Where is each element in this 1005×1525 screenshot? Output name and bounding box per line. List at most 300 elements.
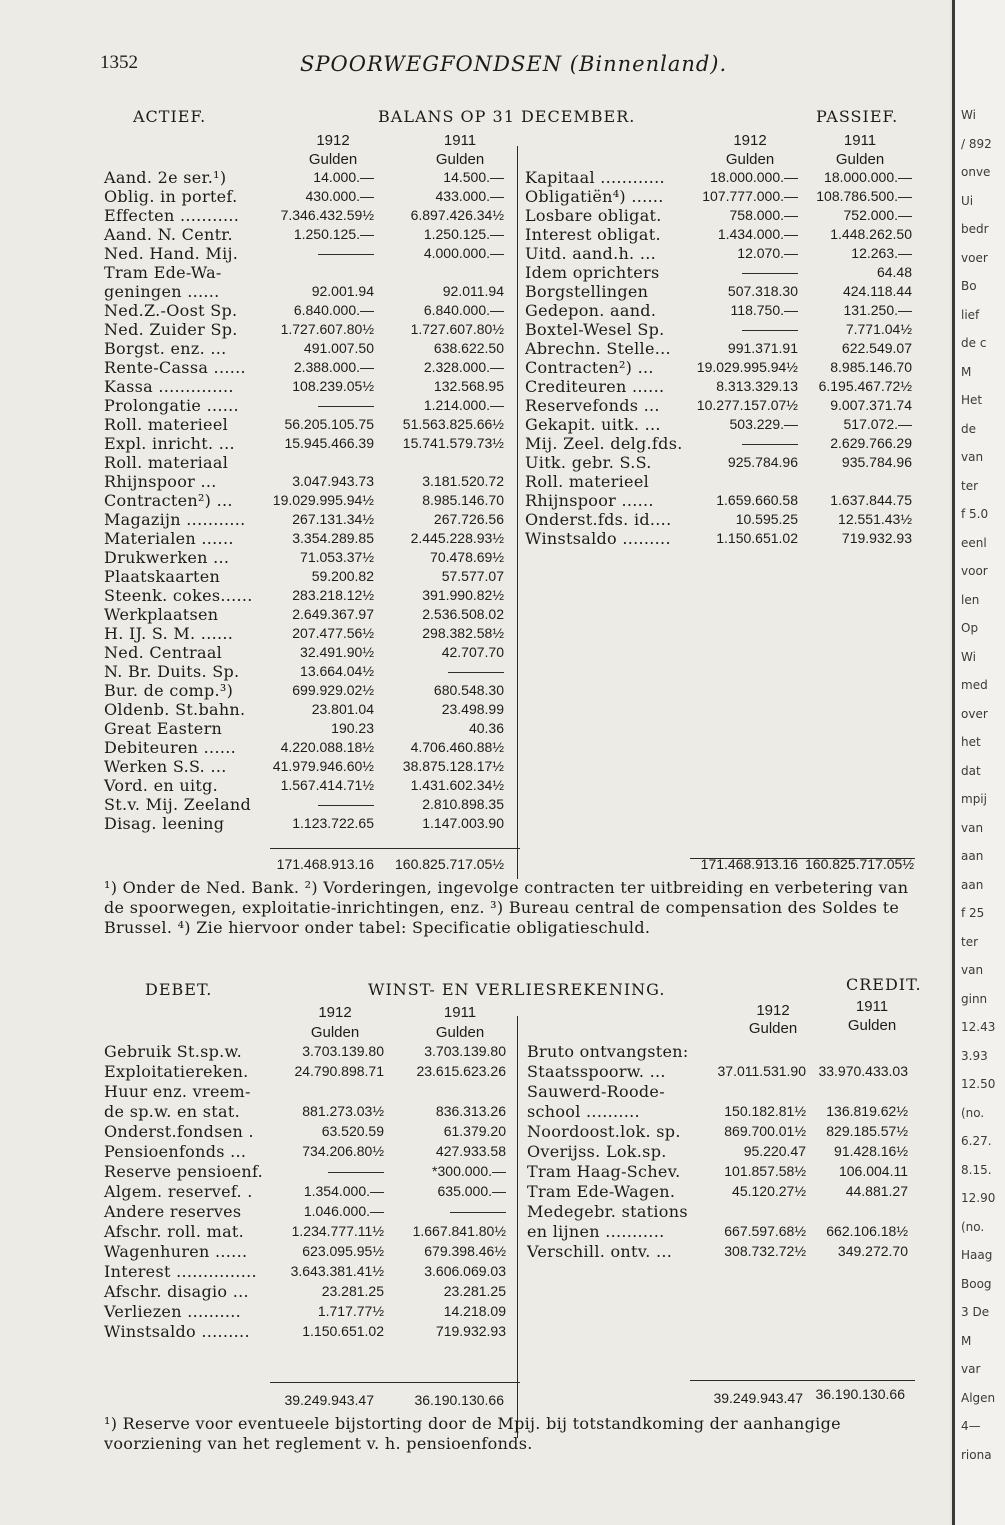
assets-row-label: Ned. Hand. Mij. [104,244,239,263]
liabilities-row-label: Abrechn. Stelle... [525,339,671,358]
assets-row-value-1912: 2.649.367.97 [292,606,374,622]
liabilities-row-value-1911: 6.195.467.72½ [818,378,912,394]
assets-row-value-1911: 2.536.508.02 [422,606,504,622]
debit-row-value-1912: 23.281.25 [321,1283,384,1299]
next-page-fragment: ter [961,478,979,493]
assets-row-value-1911: 1.727.607.80½ [410,321,504,337]
next-page-fragment: bedr [961,222,989,236]
credit-row-label: Tram Ede-Wagen. [527,1182,676,1201]
credit-total-1912: 39.249.943.47 [713,1390,803,1406]
unit-1911-left: Gulden [435,151,485,168]
year-1911-left: 1911 [443,132,477,149]
liabilities-row-value-1911: 517.072.— [843,416,912,432]
liabilities-row-value-1912: 10.595.25 [735,511,798,527]
credit-row-value-1911: 33.970.433.03 [818,1063,908,1079]
next-page-fragment: Het [961,393,983,407]
assets-row-label: Effecten ........... [104,206,240,225]
assets-row-label: Contracten²) ... [104,491,233,510]
assets-row-value-1912: 13.664.04½ [300,663,374,679]
assets-row-value-1911: 92.011.94 [442,283,504,299]
next-page-fragment: de [961,421,976,436]
assets-row-value-1912: 14.000.— [313,169,374,185]
pl-total-rule-left [270,1382,520,1383]
assets-row-value-1912: 32.491.90½ [300,644,374,660]
assets-row-label: Debiteuren ...... [104,738,236,757]
credit-row-label: school .......... [527,1102,640,1121]
assets-row-label: Drukwerken ... [104,548,230,567]
debit-row-value-1911: 836.313.26 [435,1103,506,1119]
debit-row-label: Afschr. roll. mat. [104,1222,245,1241]
debit-row-value-1912: 1.354.000.— [303,1183,384,1199]
assets-row-value-1912: 3.047.943.73 [292,473,374,489]
credit-row-label: Tram Haag-Schev. [527,1162,681,1181]
debit-row-value-1911: 61.379.20 [443,1123,506,1139]
liabilities-row-value-1911: 752.000.— [843,207,912,223]
credit-row-value-1911: 44.881.27 [845,1183,908,1199]
next-page-fragment: Boog [961,1276,992,1291]
year-1912-left: 1912 [316,132,350,149]
pl-unit-1912-left: Gulden [310,1024,360,1041]
next-page-fragment: M [961,1333,972,1348]
next-page-fragment: 12.43 [961,1020,996,1034]
liabilities-row-label: Contracten²) ... [525,358,654,377]
next-page-fragment: 8.15. [961,1162,992,1177]
debit-total-1911: 36.190.130.66 [414,1392,504,1408]
assets-row-value-1911: 38.875.128.17½ [402,758,504,774]
assets-row-label: Oblig. in portef. [104,187,238,206]
assets-row-value-1911: 298.382.58½ [422,625,504,641]
debit-row-value-1911: 14.218.09 [443,1303,506,1319]
assets-row-value-1912: 108.239.05½ [292,378,374,394]
unit-1912-left: Gulden [308,151,358,168]
next-page-fragment: 4— [961,1419,981,1433]
liabilities-row-label: Gedepon. aand. [525,301,657,320]
balance-divider [517,146,518,879]
assets-row-value-1911: 15.741.579.73½ [402,435,504,451]
liabilities-row-label: Mij. Zeel. delg.fds. [525,434,683,453]
credit-row-label: Sauwerd-Roode- [527,1082,665,1101]
liabilities-row-value-1911: 8.985.146.70 [830,359,912,375]
assets-total-1911: 160.825.717.05½ [395,856,504,872]
liabilities-row-value-1912: 8.313.329.13 [716,378,798,394]
assets-row-label: Werken S.S. ... [104,757,227,776]
debit-row-value-1912: 1.234.777.11½ [291,1223,384,1239]
debit-row-label: de sp.w. en stat. [104,1102,240,1121]
liabilities-row-value-1911: 2.629.766.29 [830,435,912,451]
liabilities-row-value-1912: 758.000.— [729,207,798,223]
unit-1911-right: Gulden [835,151,885,168]
debit-row-value-1912: 24.790.898.71 [294,1063,384,1079]
debit-row-value-1911: 635.000.— [437,1183,506,1199]
assets-row-label: Aand. 2e ser.¹) [104,168,227,187]
next-page-fragment: var [961,1362,981,1376]
assets-row-label: Disag. leening [104,814,225,833]
credit-row-value-1911: 136.819.62½ [826,1103,908,1119]
assets-row-value-1911: 132.568.95 [433,378,504,394]
debit-total-1912: 39.249.943.47 [284,1392,374,1408]
assets-row-value-1911: 433.000.— [435,188,504,204]
assets-row-label: Roll. materiaal [104,453,229,472]
page-number: 1352 [100,52,138,73]
liabilities-total-1911: 160.825.717.05½ [805,856,914,872]
debit-row-value-1912: 3.703.139.80 [302,1043,384,1059]
assets-row-value-1912: 699.929.02½ [292,682,374,698]
next-page-fragment: onve [961,165,991,179]
next-page-fragment: dat [961,763,981,778]
liabilities-row-value-1911: 12.551.43½ [838,511,912,527]
pl-unit-1911-right: Gulden [847,1017,897,1034]
assets-row-label: Kassa .............. [104,377,234,396]
assets-row-value-1912: 23.801.04 [311,701,374,717]
next-page-fragment: lief [961,307,980,322]
assets-row-value-1911: 1.250.125.— [423,226,504,242]
debit-row-label: Wagenhuren ...... [104,1242,248,1261]
pl-total-rule-right [690,1380,915,1381]
credit-row-value-1912: 150.182.81½ [724,1103,806,1119]
next-page-fragment: Wi [961,108,976,122]
assets-row-label: Rente-Cassa ...... [104,358,246,377]
next-page-fragment: med [961,678,988,692]
assets-row-value-1911: 8.985.146.70 [422,492,504,508]
debit-row-value-1912: 63.520.59 [321,1123,384,1139]
balance-footnote: ¹) Onder de Ned. Bank. ²) Vorderingen, ingevolge contracten ter uitbreiding en verbetering van de spoorwegen, exploitatie-inrichtingen, enz. ³) Bureau central de compensation des Soldes te Brussel. ⁴) Zie hiervoor onder tabel: Specificatie obligatieschuld. [104,878,909,937]
assets-row-value-1911: 391.990.82½ [422,587,504,603]
assets-row-label: Magazijn ........... [104,510,246,529]
assets-row-value-1912: 1.567.414.71½ [280,777,374,793]
pl-year-1911-right: 1911 [855,998,889,1015]
liabilities-row-value-1912: 107.777.000.— [702,188,798,204]
liabilities-row-value-1912: ———— [742,435,798,451]
next-page-fragment: 6.27. [961,1134,992,1148]
assets-row-label: Prolongatie ...... [104,396,239,415]
credit-row-label: Overijss. Lok.sp. [527,1142,667,1161]
pl-year-1911-left: 1911 [443,1004,477,1021]
next-page-fragment: riona [961,1447,992,1462]
liabilities-row-value-1912: 19.029.995.94½ [696,359,798,375]
liabilities-row-label: Boxtel-Wesel Sp. [525,320,665,339]
next-page-fragment: Ui [961,193,974,208]
liabilities-row-value-1912: 503.229.— [729,416,798,432]
credit-row-value-1912: 308.732.72½ [724,1243,806,1259]
debit-row-label: Afschr. disagio ... [104,1282,249,1301]
credit-row-label: Staatsspoorw. ... [527,1062,666,1081]
credit-row-value-1912: 101.857.58½ [724,1163,806,1179]
assets-row-value-1912: 7.346.432.59½ [280,207,374,223]
next-page-fragment: aan [961,877,984,892]
debit-row-value-1912: 734.206.80½ [302,1143,384,1159]
debit-row-label: Verliezen .......... [104,1302,242,1321]
debit-row-value-1912: ———— [328,1163,384,1179]
liabilities-row-value-1912: 991.371.91 [727,340,798,356]
pl-divider [517,1016,518,1438]
assets-row-value-1912: 430.000.— [305,188,374,204]
liabilities-row-value-1912: 1.434.000.— [717,226,798,242]
debit-row-label: Exploitatiereken. [104,1062,249,1081]
assets-row-label: Roll. materieel [104,415,229,434]
assets-row-value-1911: 2.328.000.— [423,359,504,375]
assets-row-label: Aand. N. Centr. [104,225,233,244]
assets-row-label: Plaatskaarten [104,567,221,586]
liabilities-row-label: Uitd. aand.h. ... [525,244,656,263]
debit-row-value-1912: 3.643.381.41½ [290,1263,384,1279]
liabilities-row-value-1911: 12.263.— [851,245,912,261]
liabilities-row-label: Idem oprichters [525,263,660,282]
assets-row-label: Oldenb. St.bahn. [104,700,246,719]
assets-row-value-1911: 51.563.825.66½ [402,416,504,432]
next-page-fragment: van [961,820,984,835]
assets-total-1912: 171.468.913.16 [276,856,374,872]
pl-year-1912-left: 1912 [318,1004,352,1021]
debit-row-value-1911: ———— [450,1203,506,1219]
credit-total-1911: 36.190.130.66 [815,1386,905,1402]
assets-row-value-1911: 1.147.003.90 [422,815,504,831]
assets-row-value-1912: 491.007.50 [303,340,374,356]
assets-row-value-1912: ———— [318,397,374,413]
assets-row-value-1911: 23.498.99 [441,701,504,717]
liabilities-row-label: Uitk. gebr. S.S. [525,453,652,472]
assets-row-value-1911: 638.622.50 [433,340,504,356]
debit-row-label: Huur enz. vreem- [104,1082,251,1101]
liabilities-row-value-1911: 1.448.262.50 [830,226,912,242]
debit-row-value-1912: 623.095.95½ [302,1243,384,1259]
next-page-fragment: Wi [961,649,976,664]
debit-row-value-1911: 23.615.623.26 [416,1063,506,1079]
liabilities-row-value-1911: 719.932.93 [841,530,912,546]
credit-row-value-1911: 91.428.16½ [834,1143,908,1159]
liabilities-total-1912: 171.468.913.16 [700,856,798,872]
assets-row-label: Bur. de comp.³) [104,681,234,700]
assets-row-value-1911: 70.478.69½ [430,549,504,565]
assets-row-value-1912: 6.840.000.— [293,302,374,318]
next-page-fragment: van [961,963,984,977]
liabilities-row-label: Interest obligat. [525,225,661,244]
liabilities-row-label: Obligatiën⁴) ...... [525,187,664,206]
next-page-fragment: over [961,706,988,721]
liabilities-row-value-1912: 507.318.30 [727,283,798,299]
credit-row-value-1912: 37.011.531.90 [717,1063,806,1079]
next-page-fragment: eenl [961,535,987,550]
liabilities-row-value-1911: 18.000.000.— [824,169,912,185]
year-1912-right: 1912 [733,132,767,149]
liabilities-row-label: Winstsaldo ......... [525,529,671,548]
credit-row-label: en lijnen ........... [527,1222,665,1241]
assets-row-value-1911: 3.181.520.72 [422,473,504,489]
liabilities-row-value-1912: 1.150.651.02 [716,530,798,546]
pl-year-1912-right: 1912 [756,1002,790,1019]
assets-row-value-1912: 207.477.56½ [292,625,374,641]
debit-row-label: Interest ............... [104,1262,257,1281]
credit-row-value-1912: 95.220.47 [743,1143,806,1159]
balance-title: BALANS OP 31 DECEMBER. [378,107,636,126]
liabilities-row-value-1912: ———— [742,321,798,337]
assets-row-label: Expl. inricht. ... [104,434,235,453]
assets-row-label: Ned. Centraal [104,643,223,662]
liabilities-row-value-1912: 118.750.— [730,302,798,318]
assets-row-value-1912: 267.131.34½ [292,511,374,527]
assets-row-value-1912: 1.727.607.80½ [280,321,374,337]
liabilities-row-value-1911: 7.771.04½ [845,321,912,337]
debit-row-label: Reserve pensioenf. [104,1162,264,1181]
credit-row-label: Bruto ontvangsten: [527,1042,689,1061]
assets-row-label: Werkplaatsen [104,605,219,624]
next-page-fragment: M [961,364,972,379]
assets-row-value-1911: 1.431.602.34½ [410,777,504,793]
assets-row-value-1912: 59.200.82 [311,568,374,584]
next-page-fragment: (no. [961,1219,985,1234]
debit-row-value-1912: 1.150.651.02 [302,1323,384,1339]
assets-row-label: St.v. Mij. Zeeland [104,795,252,814]
assets-row-value-1911: 57.577.07 [441,568,504,584]
assets-row-value-1912: 190.23 [331,720,374,736]
assets-row-label: Ned.Z.-Oost Sp. [104,301,238,320]
assets-row-value-1911: 680.548.30 [433,682,504,698]
assets-row-value-1911: ———— [448,663,504,679]
debit-row-label: Andere reserves [104,1202,242,1221]
assets-row-value-1911: 2.810.898.35 [422,796,504,812]
assets-row-label: Steenk. cokes...... [104,586,253,605]
next-page-fragment: Op [961,621,979,635]
debit-row-value-1912: 1.046.000.— [303,1203,384,1219]
credit-row-label: Verschill. ontv. ... [527,1242,673,1261]
assets-row-value-1912: 19.029.995.94½ [272,492,374,508]
debit-row-value-1911: 679.398.46½ [424,1243,506,1259]
assets-row-value-1911: 14.500.— [443,169,504,185]
debit-row-value-1912: 1.717.77½ [317,1303,384,1319]
liabilities-row-value-1911: 131.250.— [843,302,912,318]
debit-row-value-1911: 719.932.93 [435,1323,506,1339]
liabilities-row-value-1912: ———— [742,264,798,280]
pl-unit-1912-right: Gulden [748,1020,798,1037]
liabilities-row-label: Borgstellingen [525,282,649,301]
next-page-fragment: 12.50 [961,1077,996,1091]
debit-row-label: Winstsaldo ......... [104,1322,250,1341]
credit-row-label: Noordoost.lok. sp. [527,1122,681,1141]
liabilities-row-value-1912: 18.000.000.— [710,169,798,185]
assets-row-value-1912: 283.218.12½ [292,587,374,603]
next-page-fragment: / 892 [961,136,992,151]
assets-row-value-1912: 56.205.105.75 [284,416,374,432]
credit-row-label: Medegebr. stations [527,1202,688,1221]
assets-row-value-1912: 92.001.94 [311,283,374,299]
liabilities-row-label: Reservefonds ... [525,396,660,415]
assets-row-value-1911: 42.707.70 [441,644,504,660]
liabilities-row-label: Gekapit. uitk. ... [525,415,661,434]
debit-row-label: Pensioenfonds ... [104,1142,247,1161]
assets-row-value-1911: 6.897.426.34½ [410,207,504,223]
next-page-fragment: voer [961,250,988,265]
credit-row-value-1911: 106.004.11 [838,1163,908,1179]
next-page-fragment: ginn [961,991,988,1006]
next-page-fragment: f 5.0 [961,507,989,521]
debit-heading: DEBET. [145,980,213,999]
liabilities-row-value-1912: 12.070.— [737,245,798,261]
assets-row-label: Great Eastern [104,719,223,738]
credit-heading: CREDIT. [846,975,922,994]
assets-row-label: Rhijnspoor ... [104,472,217,491]
assets-row-value-1912: 1.123.722.65 [292,815,374,831]
assets-row-value-1912: 41.979.946.60½ [272,758,374,774]
liabilities-row-label: Onderst.fds. id.... [525,510,672,529]
credit-row-value-1911: 349.272.70 [837,1243,908,1259]
next-page-fragment: Bo [961,279,977,293]
credit-row-value-1911: 662.106.18½ [826,1223,908,1239]
assets-row-value-1911: 6.840.000.— [423,302,504,318]
next-page-fragment: aan [961,849,984,863]
liabilities-row-label: Crediteuren ...... [525,377,665,396]
liabilities-heading: PASSIEF. [816,107,899,126]
liabilities-row-value-1911: 424.118.44 [842,283,912,299]
assets-row-label: Borgst. enz. ... [104,339,227,358]
debit-row-label: Onderst.fondsen . [104,1122,254,1141]
running-head: SPOORWEGFONDSEN (Binnenland). [300,52,728,76]
assets-row-value-1912: 71.053.37½ [300,549,374,565]
next-page-fragment: Algen [961,1390,996,1405]
assets-row-value-1912: 1.250.125.— [293,226,374,242]
assets-row-label: Materialen ...... [104,529,234,548]
credit-row-value-1911: 829.185.57½ [826,1123,908,1139]
debit-row-value-1911: 23.281.25 [443,1283,506,1299]
debit-row-label: Algem. reservef. . [104,1182,253,1201]
next-page-fragment: mpij [961,792,987,806]
next-page-fragment: de c [961,336,987,350]
assets-row-value-1912: 4.220.088.18½ [280,739,374,755]
assets-row-value-1912: ———— [318,245,374,261]
liabilities-row-value-1911: 1.637.844.75 [830,492,912,508]
year-1911-right: 1911 [843,132,877,149]
pl-unit-1911-left: Gulden [435,1024,485,1041]
assets-row-label: H. IJ. S. M. ...... [104,624,234,643]
liabilities-row-value-1911: 64.48 [876,264,912,280]
debit-row-label: Gebruik St.sp.w. [104,1042,243,1061]
pl-footnote: ¹) Reserve voor eventueele bijstorting door de Mpij. bij totstandkoming der aanhangige voorziening van het reglement v. h. pensioenfonds. [104,1414,841,1453]
balance-total-rule-left [270,848,520,849]
next-page-fragment: (no. [961,1105,985,1120]
liabilities-row-value-1911: 108.786.500.— [816,188,912,204]
pl-title: WINST- EN VERLIESREKENING. [368,980,666,999]
debit-row-value-1911: 1.667.841.80½ [412,1223,506,1239]
next-page-fragment: ter [961,934,979,949]
credit-row-value-1912: 45.120.27½ [732,1183,806,1199]
next-page-fragment: 3 De [961,1305,990,1319]
liabilities-row-value-1912: 925.784.96 [727,454,798,470]
assets-row-value-1911: 4.706.460.88½ [410,739,504,755]
next-page-fragment: het [961,735,981,749]
liabilities-row-label: Roll. materieel [525,472,650,491]
assets-row-value-1911: 4.000.000.— [423,245,504,261]
assets-row-value-1912: ———— [318,796,374,812]
liabilities-row-value-1912: 10.277.157.07½ [696,397,798,413]
next-page-fragment: 3.93 [961,1048,988,1063]
liabilities-row-value-1911: 9.007.371.74 [830,397,912,413]
assets-row-label: Vord. en uitg. [104,776,219,795]
credit-row-value-1912: 869.700.01½ [724,1123,806,1139]
liabilities-row-value-1911: 622.549.07 [841,340,912,356]
assets-row-value-1912: 15.945.466.39 [284,435,374,451]
liabilities-row-label: Losbare obligat. [525,206,662,225]
debit-row-value-1911: 427.933.58 [435,1143,506,1159]
next-page-edge [952,0,1005,1525]
credit-row-value-1912: 667.597.68½ [724,1223,806,1239]
next-page-fragment: Haag [961,1248,993,1262]
assets-row-value-1911: 267.726.56 [433,511,504,527]
debit-row-value-1911: 3.606.069.03 [424,1263,506,1279]
debit-row-value-1911: 3.703.139.80 [424,1043,506,1059]
unit-1912-right: Gulden [725,151,775,168]
assets-row-value-1911: 40.36 [468,720,504,736]
next-page-fragment: van [961,450,984,464]
next-page-fragment: len [961,592,980,607]
assets-row-value-1911: 2.445.228.93½ [410,530,504,546]
